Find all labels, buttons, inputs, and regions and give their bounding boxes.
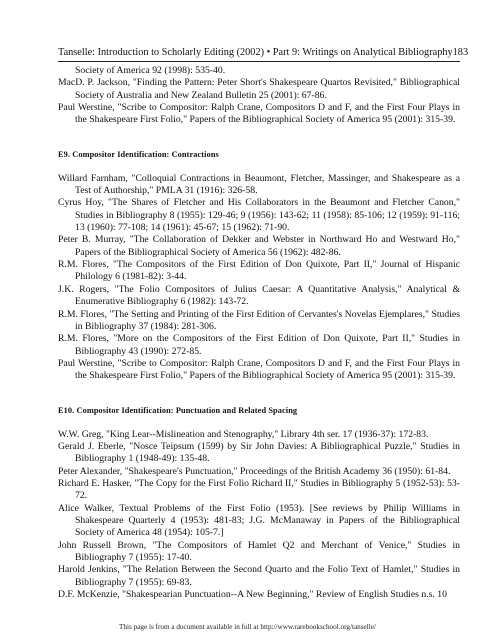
bibliography-entry: R.M. Flores, "The Compositors of the First Edition of Don Quixote, Part II," Journal of Hispanic Philology 6 (1981-82): 3-44. <box>58 259 460 283</box>
section-heading-e9: E9. Compositor Identification: Contractions <box>58 149 219 159</box>
bibliography-entry: Society of America 92 (1998): 535-40. <box>75 65 226 76</box>
bibliography-entry: Peter B. Murray, "The Collaboration of Dekker and Webster in Northward Ho and Westward Ho," Papers of the Bibliographical Society of America 56 (1962): 482-86. <box>58 234 460 258</box>
running-header <box>58 46 469 59</box>
header-rule <box>58 61 460 62</box>
bibliography-entry: Willard Farnham, "Colloquial Contractions in Beaumont, Fletcher, Massinger, and Shakespeare as a Test of Authorship," PMLA 31 (1916): 326-58. <box>58 172 460 197</box>
bibliography-entry: R.M. Flores, "The Setting and Printing of the First Edition of Cervantes's Novelas Ejemplares," Studies in Bibliography 37 (1984): 281-306. <box>58 308 460 332</box>
bibliography-entry: Gerald J. Eberle, "Nosce Teipsum (1599) by Sir John Davies: A Bibliographical Puzzle," Studies in Bibliography 1 (1948-49): 135-48. <box>58 440 460 465</box>
bibliography-entry: D.F. McKenzie, "Shakespearian Punctuation--A New Beginning," Review of English Studies n.s. 10 <box>58 589 447 601</box>
bibliography-entry: MacD. P. Jackson, "Finding the Pattern: Peter Short's Shakespeare Quartos Revisited," Bibliographical Society of Australia and New Zealand Bulletin 25 (2001): 67-86. <box>58 77 460 101</box>
bibliography-entry: Harold Jenkins, "The Relation Between the Second Quarto and the Folio Text of Hamlet," Studies in Bibliography 7 (1955): 69-83. <box>58 564 460 588</box>
bibliography-entry: Paul Werstine, "Scribe to Compositor: Ralph Crane, Compositors D and F, and the First Four Plays in the Shakespeare First Folio," Papers of the Bibliographical Society of America 95 (2001): 315-39. <box>58 102 460 126</box>
bibliography-entry: Alice Walker, Textual Problems of the First Folio (1953). [See reviews by Philip Williams in Shakespeare Quarterly 4 (1953): 481-83; J.G. McManaway in Papers of the Bibliographical Society of America 48 (1954): 105-7.] <box>58 502 460 539</box>
section-heading-e10: E10. Compositor Identification: Punctuation and Related Spacing <box>58 405 298 415</box>
bibliography-content <box>58 65 460 601</box>
bibliography-entry: Cyrus Hoy, "The Shares of Fletcher and His Collaborators in the Beaumont and Fletcher Canon," Studies in Bibliography 8 (1955): 129-46; 9 (1956): 143-62; 11 (1958): 85-106; 12 (1959): 91-116; 13 (1960): 77-108; 14 (1961): 45-67; 15 (1962): 71-90. <box>58 197 460 234</box>
bibliography-entry: John Russell Brown, "The Compositors of Hamlet Q2 and Merchant of Venice," Studies in Bibliography 7 (1955): 17-40. <box>58 539 460 563</box>
page-number: 183 <box>452 47 469 58</box>
running-header-title: Tanselle: Introduction to Scholarly Editing (2002) • Part 9: Writings on Analytical Bibliography <box>58 47 453 58</box>
page-footer: This page is from a document available in full at http://www.rarebookschool.org/tanselle/ <box>119 623 376 631</box>
bibliography-entry: Paul Werstine, "Scribe to Compositor: Ralph Crane, Compositors D and F, and the First Four Plays in the Shakespeare First Folio," Papers of the Bibliographical Society of America 95 (2001): 315-39. <box>58 357 460 382</box>
bibliography-entry: R.M. Flores, "More on the Compositors of the First Edition of Don Quixote, Part II," Studies in Bibliography 43 (1990): 272-85. <box>58 333 460 357</box>
bibliography-entry: W.W. Greg, "King Lear--Mislineation and Stenography," Library 4th ser. 17 (1936-37): 172-83. <box>58 428 429 440</box>
bibliography-entry: Richard E. Hasker, "The Copy for the First Folio Richard II," Studies in Bibliography 5 (1952-53): 53-72. <box>58 477 460 502</box>
bibliography-entry: J.K. Rogers, "The Folio Compositors of Julius Caesar: A Quantitative Analysis," Analytical & Enumerative Bibliography 6 (1982): 143-72. <box>58 283 460 308</box>
bibliography-entry: Peter Alexander, "Shakespeare's Punctuation," Proceedings of the British Academy 36 (1950): 61-84. <box>58 465 451 477</box>
